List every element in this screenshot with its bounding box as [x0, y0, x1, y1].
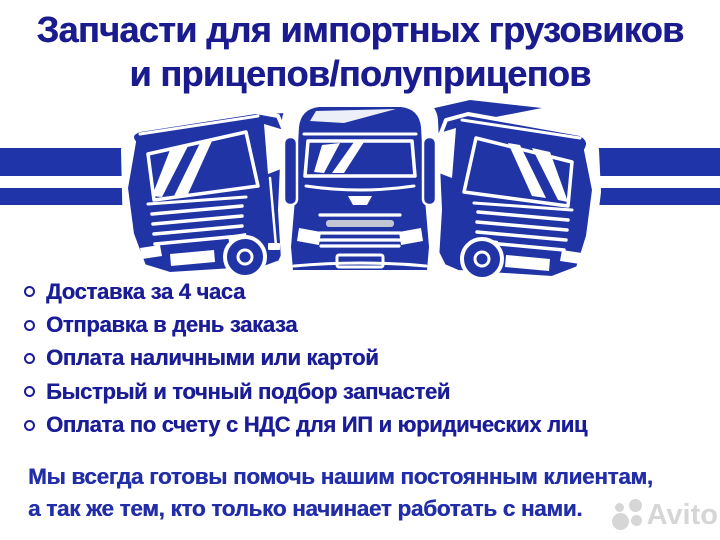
page-title	[0, 8, 720, 96]
benefit-item	[24, 342, 587, 375]
page-title-line1: Запчасти для импортных грузовиков	[36, 9, 684, 50]
box-truck-right-icon	[414, 100, 596, 282]
footer-text-line1: Мы всегда готовы помочь нашим постоянным клиентам,	[28, 464, 653, 489]
circle-bullet-icon	[24, 286, 35, 297]
benefit-label: Доставка за 4 часа	[46, 278, 245, 304]
avito-circles-icon	[609, 497, 646, 533]
circle-bullet-icon	[24, 386, 35, 397]
benefit-label: Отправка в день заказа	[46, 312, 298, 338]
benefit-item	[24, 275, 587, 308]
benefit-item	[24, 308, 587, 341]
avito-watermark	[609, 497, 718, 533]
avito-watermark-label: Avito	[646, 499, 718, 531]
benefit-label: Оплата по счету с НДС для ИП и юридических лиц	[46, 412, 588, 438]
truck-front-icon	[283, 100, 437, 276]
circle-bullet-icon	[24, 320, 35, 331]
benefit-label: Оплата наличными или картой	[46, 345, 379, 371]
footer-text-line2: а так же тем, кто только начинает работать с нами.	[28, 495, 583, 521]
benefit-label: Быстрый и точный подбор запчастей	[46, 378, 450, 404]
circle-bullet-icon	[24, 353, 35, 364]
page-title-line2: и прицепов/полуприцепов	[129, 53, 591, 94]
benefit-item	[24, 375, 587, 408]
circle-bullet-icon	[24, 420, 35, 431]
benefit-item	[24, 409, 587, 442]
trucks-illustration	[0, 95, 720, 290]
footer-text	[28, 461, 653, 524]
benefits-list	[24, 275, 587, 442]
